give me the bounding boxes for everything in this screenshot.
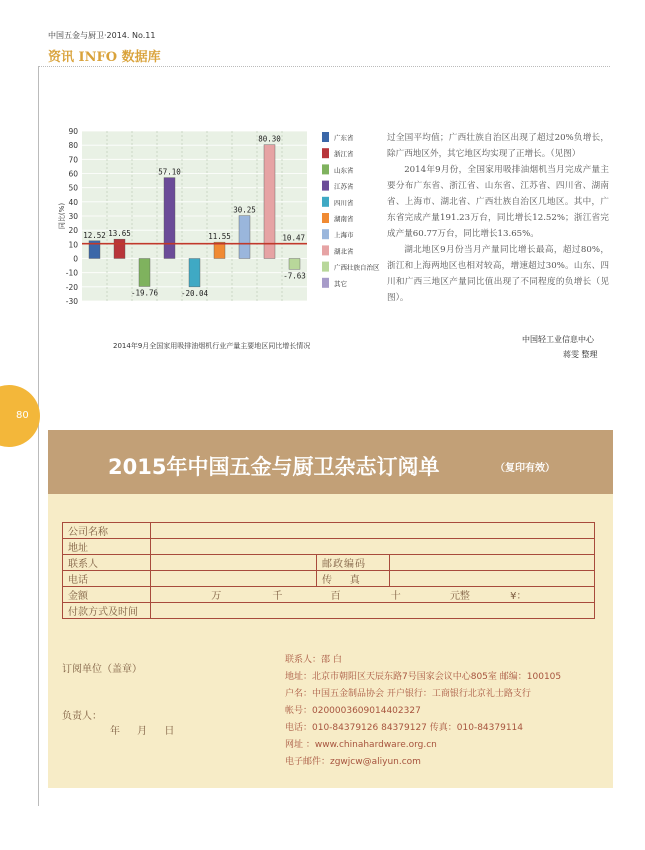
data-label: -19.76 [130,288,159,298]
y-tick-label: 30 [68,212,78,221]
legend-label: 湖南省 [334,215,354,223]
form-row-phone [63,571,595,587]
legend-label: 广西壮族自治区 [334,263,380,272]
data-label: 13.65 [108,229,131,239]
phone-label: 电话 [63,571,151,587]
legend-label: 江苏省 [334,182,354,191]
payment-field[interactable] [151,603,595,619]
y-tick-label: 80 [68,141,78,151]
form-subtitle: （复印有效） [495,463,555,474]
y-tick-label: 40 [68,197,78,207]
subscription-form [48,430,613,788]
y-tick-label: -10 [65,268,78,278]
amount-yuan: 元整 [449,591,470,602]
left-margin-rule [38,66,39,806]
legend-swatch [322,132,329,142]
legend-swatch [322,262,329,272]
responsible-person-label: 负责人： [62,711,102,722]
legend-swatch [322,229,329,239]
header-divider [38,66,610,67]
legend-swatch [322,213,329,223]
data-label: 80.30 [258,134,281,144]
bar-广西壮族自治区 [289,259,300,270]
address-label: 地址 [63,539,151,555]
page-number: 80 [16,410,29,421]
form-row-payment [63,603,595,619]
legend-swatch [322,181,329,191]
address-field[interactable] [151,539,595,555]
y-tick-label: 10 [68,240,78,250]
order-unit-label: 订阅单位（盖章） [62,664,142,675]
contact-label: 联系人 [63,555,151,571]
article-text [387,130,609,306]
legend-swatch [322,278,329,288]
credit-organization: 中国轻工业信息中心 [522,335,594,344]
legend-label: 四川省 [334,198,354,207]
contact-account-name: 户名：中国五金制品协会 开户银行：工商银行北京礼士路支行 [285,689,531,699]
y-axis-label: 同比(%) [58,202,66,230]
legend-label: 广东省 [334,134,354,142]
contact-phone: 电话：010-84379126 84379127 传真：010-84379114 [285,723,523,733]
bar-湖南省 [214,242,225,258]
contact-person: 联系人：邵 白 [285,655,342,665]
y-tick-label: 0 [73,254,78,264]
legend-swatch [322,164,329,174]
article-paragraph: 过全国平均值；广西壮族自治区出现了超过20%负增长，除广西地区外，其它地区均实现了正增长。（见图） [387,133,609,159]
data-label: 12.52 [83,230,106,240]
fax-label: 传 真 [317,571,390,587]
amount-field[interactable] [151,587,595,603]
issue-header: 中国五金与厨卫·2014. No.11 [48,31,156,40]
y-tick-label: -30 [65,297,78,306]
contact-field[interactable] [151,555,317,571]
contact-website[interactable]: 网址 ：www.chinahardware.org.cn [285,740,437,750]
amount-wan: 万 [211,591,222,602]
phone-field[interactable] [151,571,317,587]
date-label: 年 月 日 [110,726,175,737]
bar-四川省 [189,259,200,287]
article-paragraph: 湖北地区9月份当月产量同比增长最高，超过80%，浙江和上海两地区也相对较高，增速超过30%。山东、四川和广西三地区产量同比值出现了不同程度的负增长（见图）。 [387,245,609,303]
bar-chart [55,125,385,310]
postcode-label: 邮政编码 [317,555,390,571]
y-tick-label: -20 [65,282,78,292]
fax-field[interactable] [390,571,595,587]
y-tick-label: 20 [68,226,78,236]
company-field[interactable] [151,523,595,539]
payment-label: 付款方式及时间 [63,603,151,619]
contact-email[interactable]: 电子邮件：zgwjcw@aliyun.com [285,757,421,767]
legend-label: 其它 [334,279,347,288]
data-label: 30.25 [233,205,256,215]
data-label: 11.55 [208,232,231,242]
contact-info [285,652,561,771]
amount-shi: 十 [390,591,401,602]
legend-label: 上海市 [334,231,354,240]
amount-yen: ¥： [510,591,527,602]
bar-湖北省 [264,145,275,259]
amount-qian: 千 [272,591,283,602]
average-line-label: 10.47 [282,233,305,243]
article-paragraph: 2014年9月份，全国家用吸排油烟机当月完成产量主要分布广东省、浙江省、山东省、江苏省、四川省、湖南省、上海市、湖北省、广西壮族自治区几地区。其中，广东省完成产量191.23万台，同比增长12.52%；浙江省完成产量60.77万台，同比增长13.65%。 [387,165,609,239]
section-title: 资讯 INFO 数据库 [48,50,161,65]
legend-swatch [322,245,329,255]
data-label: 57.10 [158,167,181,177]
data-label: -20.04 [180,288,209,298]
legend-swatch [322,148,329,158]
amount-label: 金额 [63,587,151,603]
company-label: 公司名称 [63,523,151,539]
contact-account-number: 帐号：0200003609014402327 [285,706,421,716]
bar-上海市 [239,216,250,259]
form-row-contact [63,555,595,571]
y-tick-label: 70 [68,155,78,165]
y-tick-label: 50 [68,183,78,193]
credit-editor: 蒋雯 整理 [563,350,598,359]
form-row-company [63,523,595,539]
amount-bai: 百 [330,591,341,602]
postcode-field[interactable] [390,555,595,571]
legend-label: 湖北省 [334,247,354,256]
legend-swatch [322,197,329,207]
y-tick-label: 90 [68,127,78,136]
legend-label: 浙江省 [334,150,354,159]
bar-山东省 [139,259,150,287]
bar-江苏省 [164,178,175,259]
data-label: -7.63 [283,271,306,281]
form-row-amount [63,587,595,603]
chart-caption: 2014年9月全国家用吸排油烟机行业产量主要地区同比增长情况 [113,342,311,350]
contact-address: 地址：北京市朝阳区天辰东路7号国家会议中心805室 邮编：100105 [285,672,562,682]
bar-浙江省 [114,239,125,258]
form-table [62,522,595,619]
form-title: 2015年中国五金与厨卫杂志订阅单 [108,455,440,479]
y-tick-label: 60 [68,169,78,179]
form-row-address [63,539,595,555]
legend-label: 山东省 [334,166,354,175]
